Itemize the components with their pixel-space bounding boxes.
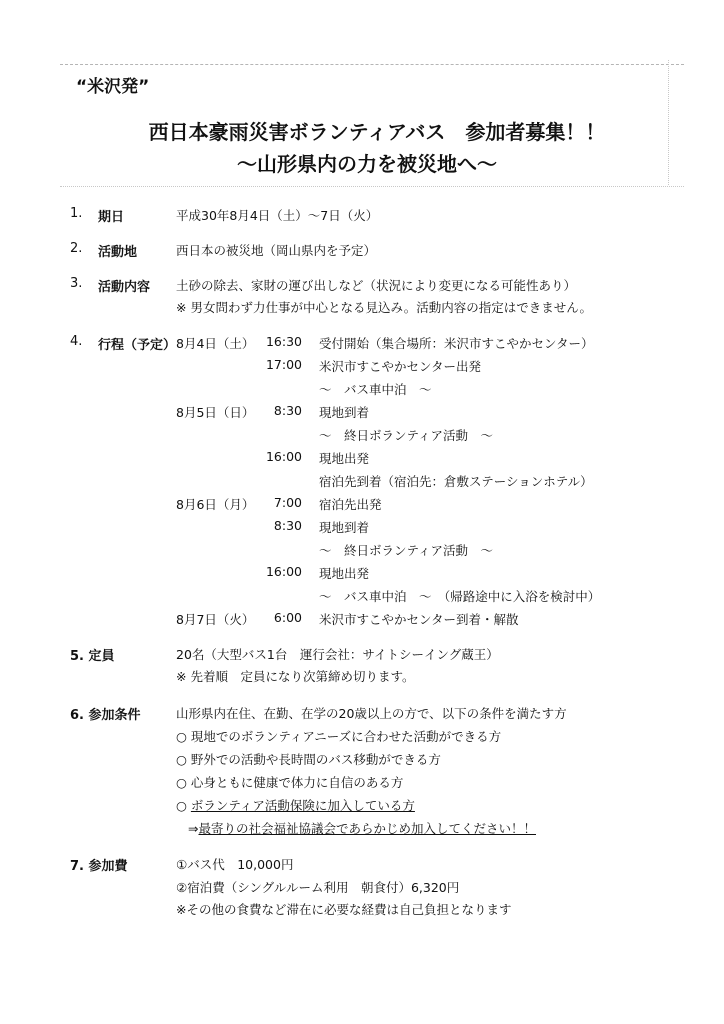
section-3-text: 土砂の除去、家財の運び出しなど（状況により変更になる可能性あり） xyxy=(176,278,577,293)
schedule-activity: 〜 バス車中泊 〜 xyxy=(319,382,432,397)
schedule-time: 8:30 xyxy=(273,518,302,533)
schedule-activity: 米沢市すこやかセンター出発 xyxy=(319,359,482,374)
schedule-activity: 〜 終日ボランティア活動 〜 xyxy=(319,428,494,443)
schedule-day-4: 8月7日（火） xyxy=(176,612,255,627)
schedule-day-3: 8月6日（月） xyxy=(176,497,255,512)
page-subtitle: 〜山形県内の力を被災地へ〜 xyxy=(237,152,497,176)
arrow-icon: ⇒ xyxy=(188,821,199,836)
header-top-rule xyxy=(60,64,684,65)
section-5-text: 20名（大型バス1台 運行会社：サイトシーイング蔵王） xyxy=(176,647,499,662)
schedule-activity: 現地出発 xyxy=(319,566,370,581)
header-bottom-rule xyxy=(60,186,684,187)
schedule-activity: 受付開始（集合場所：米沢市すこやかセンター） xyxy=(319,336,594,351)
schedule-time: 7:00 xyxy=(273,495,302,510)
schedule-time: 6:00 xyxy=(273,610,302,625)
origin-label: “米沢発” xyxy=(76,77,150,97)
section-1-number: 1. xyxy=(70,206,83,221)
fee-bus: ①バス代 10,000円 xyxy=(176,857,294,872)
fee-lodging: ②宿泊費（シングルルーム利用 朝食付）6,320円 xyxy=(176,880,460,895)
section-5-note: ※ 先着順 定員になり次第締め切ります。 xyxy=(176,669,415,684)
schedule-activity: 米沢市すこやかセンター到着・解散 xyxy=(319,612,519,627)
section-2-label: 活動地 xyxy=(98,245,138,260)
insurance-instruction-text: 最寄りの社会福祉協議会であらかじめ加入してください！！ xyxy=(198,821,536,836)
page-title: 西日本豪雨災害ボランティアバス 参加者募集！！ xyxy=(148,120,606,144)
section-5-label: 5. 定員 xyxy=(70,649,115,664)
section-3-note: ※ 男女問わず力仕事が中心となる見込み。活動内容の指定はできません。 xyxy=(176,300,592,315)
condition-item: ○ 心身ともに健康で体力に自信のある方 xyxy=(176,775,404,790)
schedule-time: 8:30 xyxy=(273,403,302,418)
section-1-label: 期日 xyxy=(98,210,125,225)
schedule-time: 17:00 xyxy=(265,357,302,372)
section-1-text: 平成30年8月4日（土）〜7日（火） xyxy=(176,208,379,223)
schedule-activity: 現地出発 xyxy=(319,451,370,466)
schedule-activity: 宿泊先到着（宿泊先：倉敷ステーションホテル） xyxy=(319,474,593,489)
schedule-activity: 現地到着 xyxy=(319,405,370,420)
schedule-day-2: 8月5日（日） xyxy=(176,405,255,420)
schedule-time: 16:00 xyxy=(265,449,302,464)
schedule-time: 16:30 xyxy=(265,334,302,349)
fee-note: ※その他の食費など滞在に必要な経費は自己負担となります xyxy=(176,902,512,917)
condition-item: ○ 現地でのボランティアニーズに合わせた活動ができる方 xyxy=(176,729,502,744)
section-2-number: 2. xyxy=(70,241,83,256)
section-3-label: 活動内容 xyxy=(98,280,151,295)
condition-item-insurance xyxy=(176,796,415,814)
section-3-number: 3. xyxy=(70,276,83,291)
section-4-label: 行程（予定） xyxy=(98,338,177,353)
section-6-text: 山形県内在住、在勤、在学の20歳以上の方で、以下の条件を満たす方 xyxy=(176,706,567,721)
schedule-activity: 現地到着 xyxy=(319,520,370,535)
condition-bullet: ○ xyxy=(176,798,191,813)
condition-item: ○ 野外での活動や長時間のバス移動ができる方 xyxy=(176,752,441,767)
schedule-day-1: 8月4日（土） xyxy=(176,336,255,351)
schedule-activity: 〜 終日ボランティア活動 〜 xyxy=(319,543,494,558)
schedule-activity: 〜 バス車中泊 〜 （帰路途中に入浴を検討中） xyxy=(319,589,601,604)
schedule-time: 16:00 xyxy=(265,564,302,579)
section-7-label: 7. 参加費 xyxy=(70,859,128,874)
section-6-label: 6. 参加条件 xyxy=(70,708,141,723)
insurance-requirement: ボランティア活動保険に加入している方 xyxy=(190,798,415,813)
schedule-activity: 宿泊先出発 xyxy=(319,497,382,512)
section-2-text: 西日本の被災地（岡山県内を予定） xyxy=(176,243,377,258)
insurance-instruction xyxy=(188,819,536,837)
section-4-number: 4. xyxy=(70,334,83,349)
